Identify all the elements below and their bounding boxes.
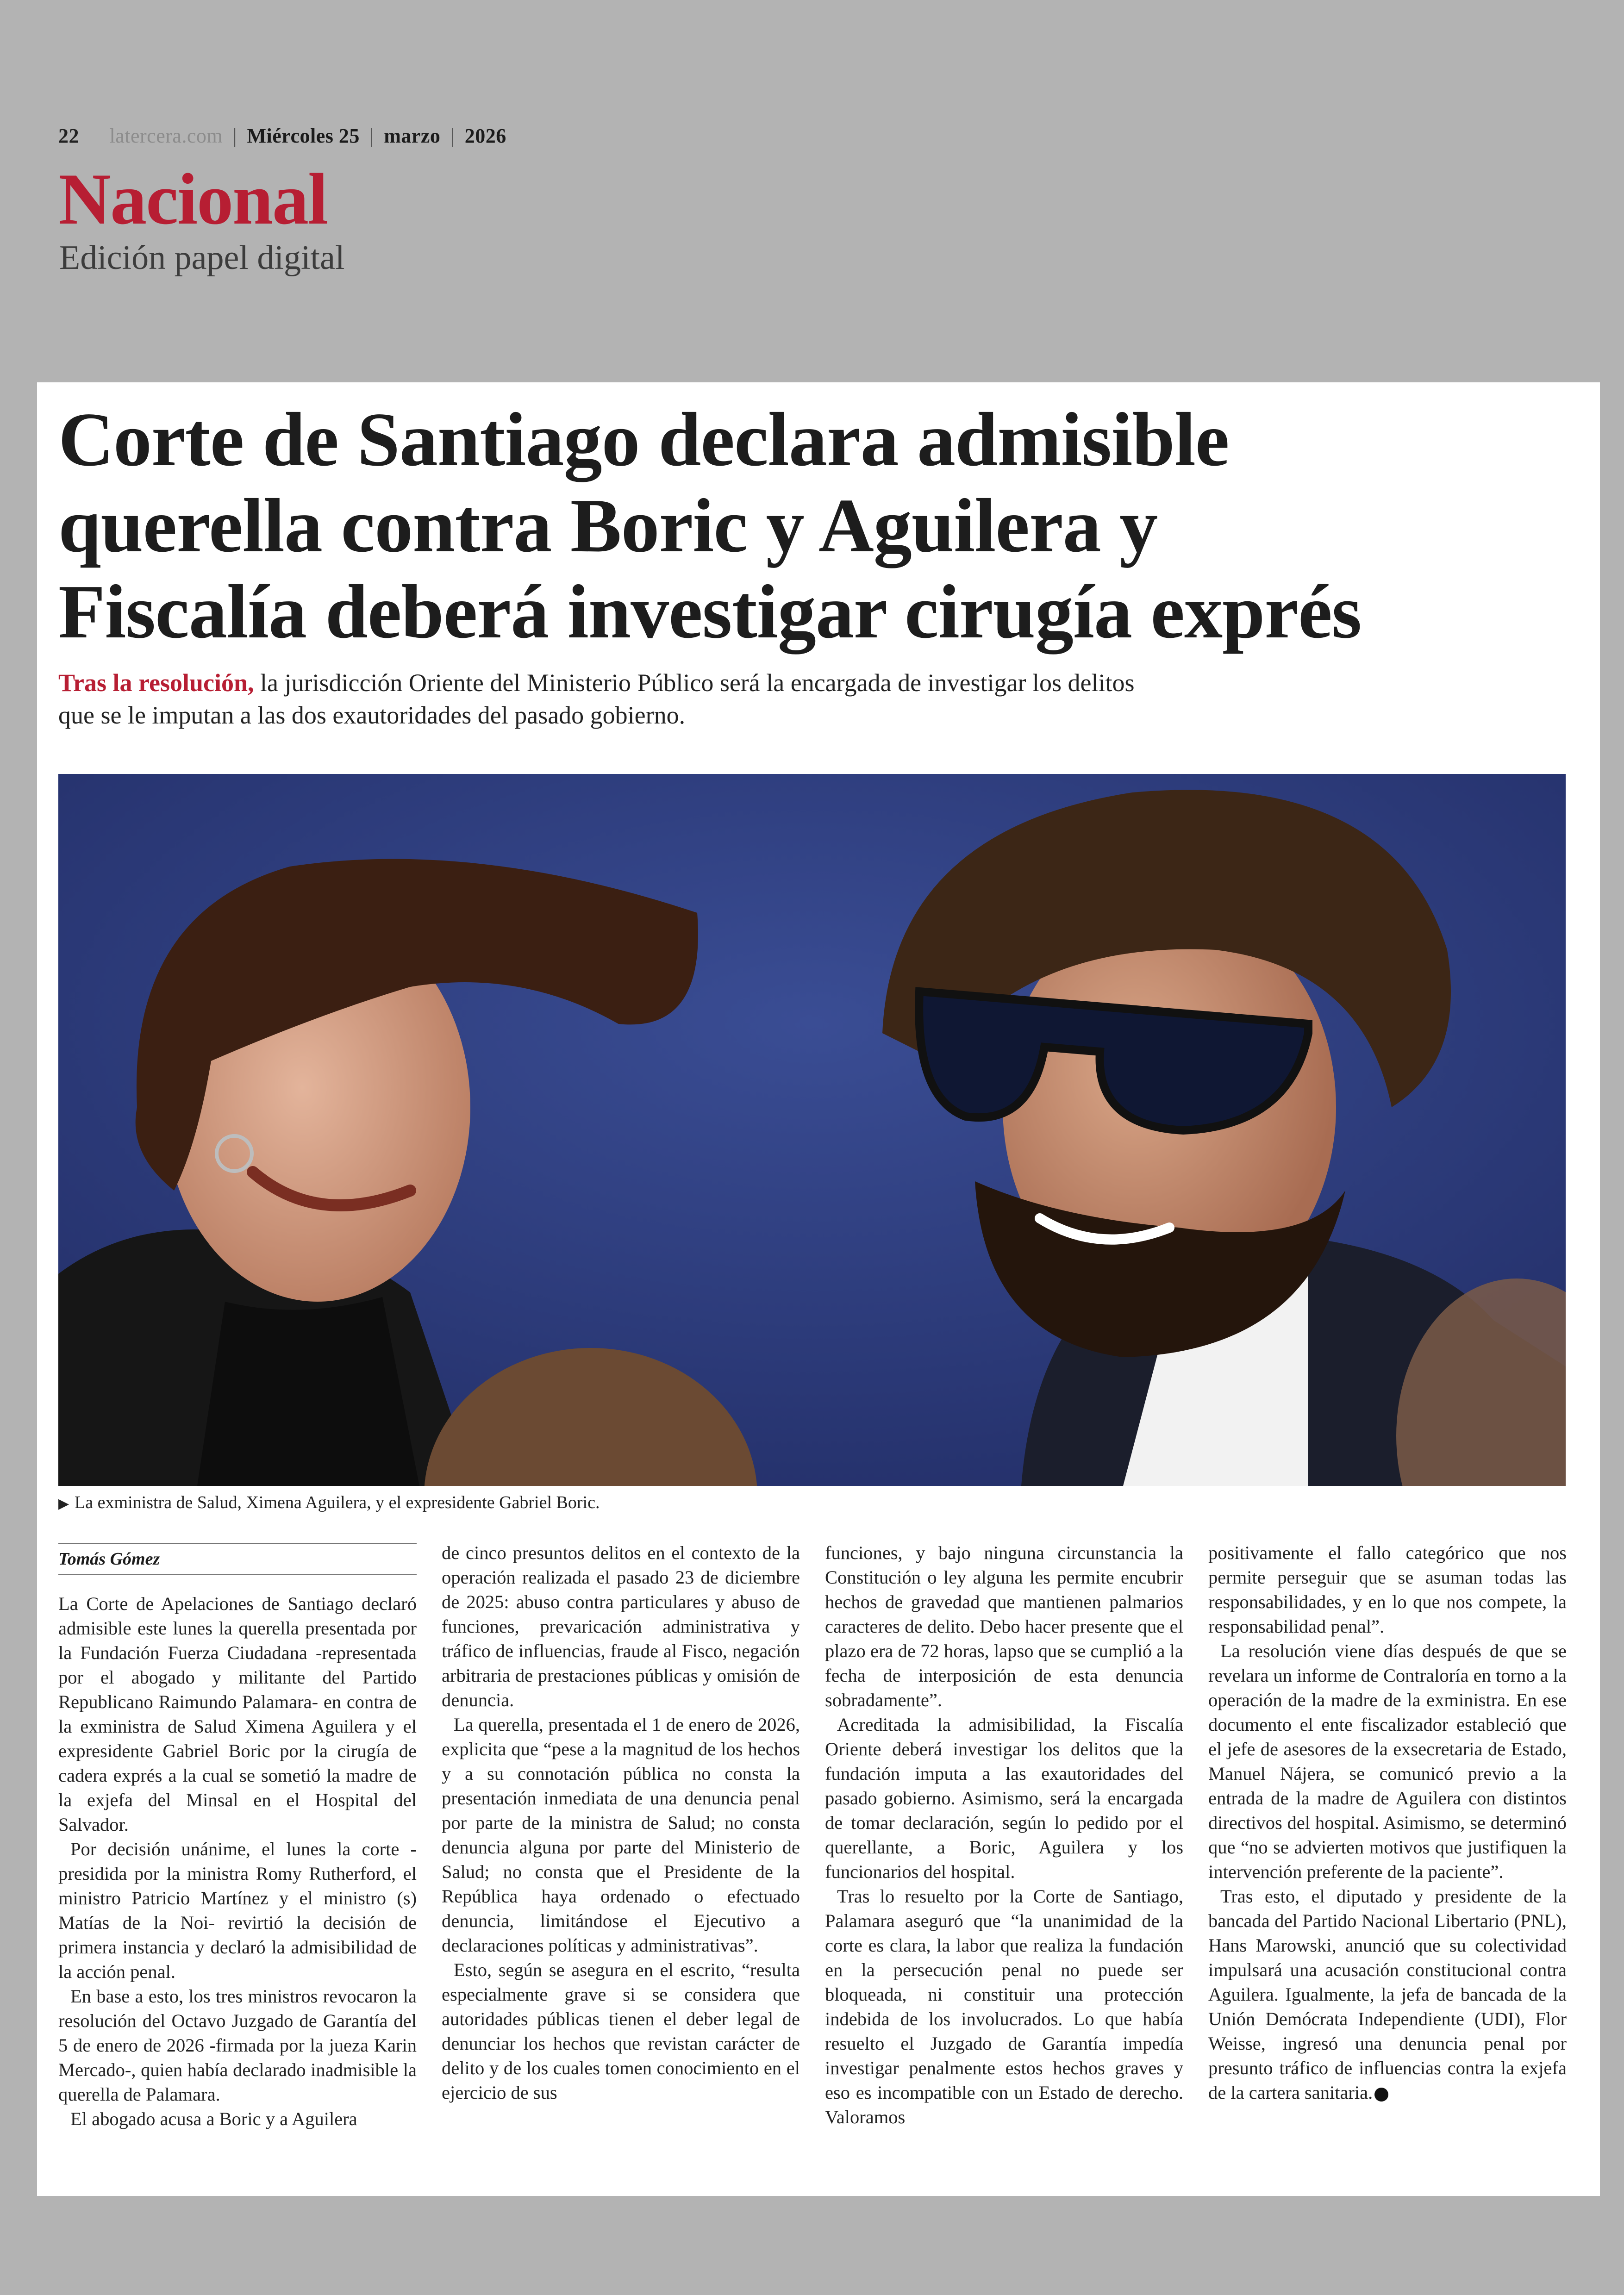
article-column-3 (825, 1540, 1183, 2129)
byline-divider (58, 1574, 417, 1575)
paragraph: Acreditada la admisibilidad, la Fiscalía Oriente deberá investigar los delitos que la fundación imputa a las exautoridades del pasado gobierno. Asimismo, será la encargada de tomar declaración, según lo pedido por el querellante, a Boric, Aguilera y los funcionarios del hospital. (825, 1714, 1183, 1882)
section-title: Nacional (58, 159, 327, 240)
lede (58, 667, 1169, 731)
woman-shirt (197, 1297, 419, 1486)
end-of-article-icon (1374, 2088, 1388, 2102)
article-page (37, 382, 1600, 2196)
site-name[interactable]: latercera.com (109, 125, 223, 147)
photo-caption (58, 1491, 1566, 1516)
section-subtitle: Edición papel digital (59, 239, 345, 277)
page-number: 22 (58, 125, 79, 147)
paragraph: La querella, presentada el 1 de enero de 2026, explicita que “pese a la magnitud de los hechos y a su connotación pública no consta la presentación inmediata de una denuncia penal por parte de la ministra de Salud; no consta denuncia alguna por parte del Ministerio de Salud; no consta que el Presidente de la República haya ordenado o efectuado denuncia, limitándose el Ejecutivo a declaraciones políticas y administrativas”. (442, 1714, 800, 1956)
byline: Tomás Gómez (58, 1543, 417, 1569)
issue-month: marzo (384, 125, 441, 147)
paragraph: El abogado acusa a Boric y a Aguilera (70, 2108, 357, 2129)
paragraph: La Corte de Apelaciones de Santiago declaró admisible este lunes la querella presentada por la Fundación Fuerza Ciudadana -representada por el abogado y militante del Partido Republicano Raimundo Palamara- en contra de la exministra de Salud Ximena Aguilera y el expresidente Gabriel Boric por la cirugía de cadera exprés a la cual se sometió la madre de la exjefa del Minsal en el Hospital del Salvador. (58, 1593, 417, 1835)
caption-text: La exministra de Salud, Ximena Aguilera, y el expresidente Gabriel Boric. (75, 1493, 600, 1512)
paragraph: En base a esto, los tres ministros revocaron la resolución del Octavo Juzgado de Garantía del 5 de enero de 2026 -firmada por la jueza Karin Mercado-, quien había declarado inadmisible la querella de Palamara. (58, 1986, 417, 2105)
issue-weekday-day: Miércoles 25 (247, 125, 360, 147)
paragraph: Esto, según se asegura en el escrito, “resulta especialmente grave si se considera que autoridades públicas tienen el deber legal de denunciar los hechos que revistan carácter de delito y de los cuales tomen conocimiento en el ejercicio de sus (442, 1959, 800, 2103)
headline-line: Corte de Santiago declara admisible (58, 397, 1229, 482)
paragraph: La resolución viene días después de que se revelara un informe de Contraloría en torno a la operación de la madre de la exministra. En ese documento el ente fiscalizador estableció que el jefe de asesores de la exsecretaria de Estado, Manuel Nájera, se comunicó previo a la entrada de la madre de Aguilera con distintos directivos del hospital. Asimismo, se determinó que “no se advierten motivos que justifiquen la intervención preferente de la paciente”. (1208, 1640, 1567, 1882)
paragraph: Tras lo resuelto por la Corte de Santiago, Palamara aseguró que “la unanimidad de la corte es clara, la labor que realiza la fundación en la persecución penal no puede ser bloqueada, ni constituir una protección indebida de los involucrados. Lo que había resuelto el Juzgado de Garantía impedía investigar penalmente estos hechos graves y eso es incompatible con un Estado de derecho. Valoramos (825, 1886, 1183, 2127)
article-column-2 (442, 1540, 800, 2105)
lede-kicker: Tras la resolución, (58, 669, 254, 697)
headline-line: Fiscalía deberá investigar cirugía exprés (58, 569, 1362, 654)
paragraph: positivamente el fallo categórico que nos permite perseguir que se asuman todas las responsabilidades, y en lo que nos compete, la responsabilidad penal”. (1208, 1542, 1567, 1637)
issue-year: 2026 (464, 125, 506, 147)
caption-arrow-icon: ▶ (58, 1496, 69, 1511)
paragraph: funciones, y bajo ninguna circunstancia la Constitución o ley alguna les permite encubrir hechos de gravedad que mantienen palmarios caracteres de delito. Debo hacer presente que el plazo era de 72 horas, lapso que se cumplió a la fecha de interposición de esta denuncia sobradamente”. (825, 1542, 1183, 1710)
paragraph (1208, 1884, 1567, 2105)
article-column-4 (1208, 1540, 1567, 2105)
lede-text: la jurisdicción Oriente del Ministerio Público será la encargada de investigar los delitos que se le imputan a las dos exautoridades del pasado gobierno. (58, 669, 1135, 729)
article-photo (58, 774, 1566, 1486)
separator: | (369, 125, 374, 147)
separator: | (450, 125, 455, 147)
headline (58, 396, 1586, 655)
paragraph: de cinco presuntos delitos en el contexto de la operación realizada el pasado 23 de diciembre de 2025: abuso contra particulares y abuso de funciones, prevaricación administrativa y tráfico de influencias, fraude al Fisco, negación arbitraria de prestaciones públicas y omisión de denuncia. (442, 1542, 800, 1710)
article-column-1 (58, 1591, 417, 2131)
photo-illustration (58, 774, 1566, 1486)
headline-line: querella contra Boric y Aguilera y (58, 483, 1158, 568)
masthead (58, 124, 506, 148)
paragraph-text: Tras esto, el diputado y presidente de la bancada del Partido Nacional Libertario (PNL), Hans Marowski, anunció que su colectividad impulsará una acusación constitucional contra Aguilera. Igualmente, la jefa de bancada de la Unión Demócrata Independiente (UDI), Flor Weisse, ingresó una denuncia penal por presunto tráfico de influencias contra la exjefa de la cartera sanitaria. (1208, 1886, 1567, 2103)
paragraph: Por decisión unánime, el lunes la corte -presidida por la ministra Romy Rutherford, el ministro Patricio Martínez y el ministro (s) Matías de la Noi- revirtió la decisión de primera instancia y declaró la admisibilidad de la acción penal. (58, 1839, 417, 1982)
separator: | (232, 125, 237, 147)
